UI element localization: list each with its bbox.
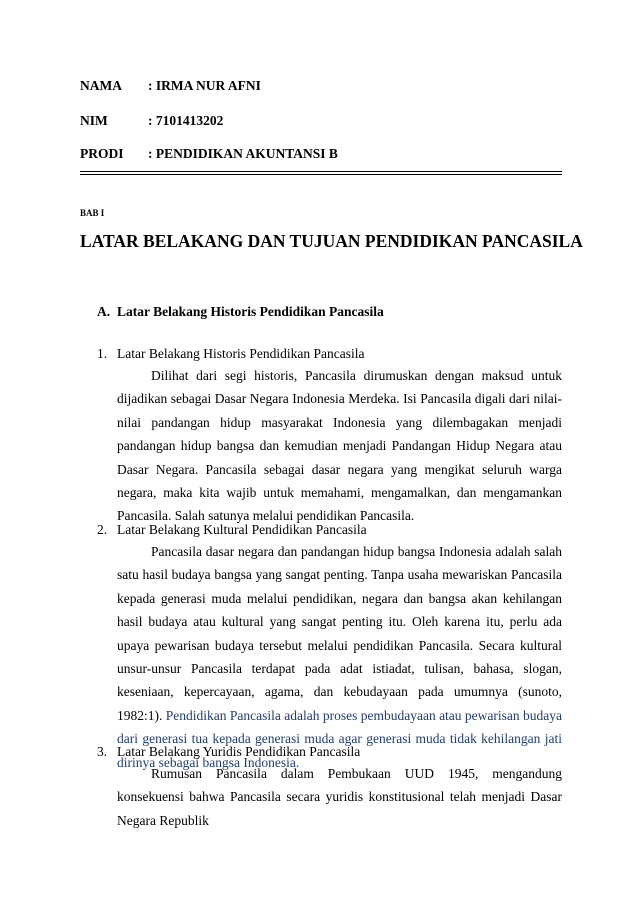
item-heading [97,344,562,364]
info-value: : 7101413202 [148,113,224,128]
chapter-title: LATAR BELAKANG DAN TUJUAN PENDIDIKAN PANCASILA [80,231,583,251]
section-marker: A. [97,304,111,319]
item-number: 1. [97,346,108,361]
divider-rule-bottom [80,174,562,175]
item-paragraph [117,540,562,774]
list-item-kultural [97,520,562,774]
item-heading [97,520,562,540]
info-label: PRODI [80,146,124,161]
info-label: NIM [80,113,108,128]
item-number: 2. [97,522,108,537]
item-heading-text: Latar Belakang Yuridis Pendidikan Pancasila [117,744,361,759]
chapter-label: BAB I [80,208,105,218]
info-label: NAMA [80,78,122,93]
item-heading-text: Latar Belakang Kultural Pendidikan Pancasila [117,522,367,537]
item-paragraph: Dilihat dari segi historis, Pancasila dirumuskan dengan maksud untuk dijadikan sebagai Dasar Negara Indonesia Merdeka. Isi Pancasila digali dari nilai-nilai pandangan hidup masyarakat Indonesia yang dilembagakan menjadi pandangan hidup bangsa dan kemudian menjadi Pandangan Hidup Negara atau Dasar Negara. Pancasila sebagai dasar negara yang mengikat seluruh warga negara, maka kita wajib untuk memahami, mengamalkan, dan mengamankan Pancasila. Salah satunya melalui pendidikan Pancasila. [117,368,562,524]
divider-rule-top [80,171,562,172]
list-item-historis [97,344,562,528]
info-value: : IRMA NUR AFNI [148,78,261,93]
item-paragraph: Rumusan Pancasila dalam Pembukaan UUD 1945, mengandung konsekuensi bahwa Pancasila secara yuridis konstitusional telah menjadi Dasar Negara Republik [117,766,562,828]
paragraph-text: Pancasila dasar negara dan pandangan hidup bangsa Indonesia adalah salah satu hasil budaya bangsa yang sangat penting. Tanpa usaha mewariskan Pancasila kepada generasi muda melalui pendidikan, negara dan bangsa akan kehilangan hasil budaya atau kultural yang sangat penting itu. Oleh karena itu, perlu ada upaya pewarisan budaya tersebut melalui pendidikan Pancasila. Secara kultural unsur-unsur Pancasila terdapat pada adat istiadat, tulisan, bahasa, slogan, keseniaan, kepercayaan, agama, dan kebudayaan pada umumnya (sunoto, 1982:1). [117,544,562,723]
item-heading-text: Latar Belakang Historis Pendidikan Pancasila [117,346,365,361]
item-number: 3. [97,744,108,759]
section-title: Latar Belakang Historis Pendidikan Pancasila [117,304,384,319]
section-heading-a [97,304,384,320]
list-item-yuridis [97,742,562,832]
info-value: : PENDIDIKAN AKUNTANSI B [148,146,338,161]
highlighted-quote: Pendidikan Pancasila adalah proses pembudayaan atau pewarisan budaya dari generasi tua kepada generasi muda agar generasi muda tidak kehilangan jati dirinya sebagai bangsa Indonesia. [117,707,563,770]
item-heading [97,742,562,762]
